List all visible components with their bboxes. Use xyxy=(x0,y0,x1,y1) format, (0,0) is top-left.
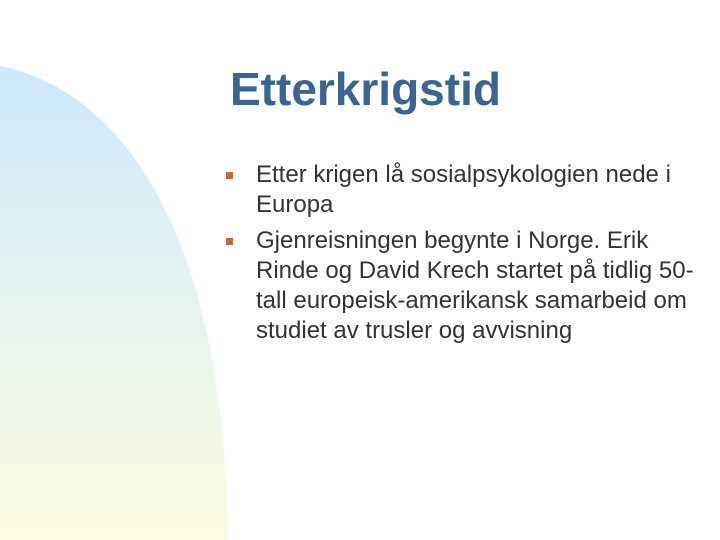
bullet-list xyxy=(256,160,696,346)
square-bullet-icon xyxy=(226,238,233,245)
bullet-item xyxy=(256,160,696,220)
square-bullet-icon xyxy=(226,172,233,179)
bullet-text: Gjenreisningen begynte i Norge. Erik Rinde og David Krech startet på tidlig 50-tall europeisk-amerikansk samarbeid om studiet av trusler og avvisning xyxy=(256,227,694,344)
background-curve-decoration xyxy=(0,0,240,540)
bullet-item xyxy=(256,226,696,346)
slide-title: Etterkrigstid xyxy=(230,63,501,115)
bullet-text: Etter krigen lå sosialpsykologien nede i Europa xyxy=(256,161,671,218)
